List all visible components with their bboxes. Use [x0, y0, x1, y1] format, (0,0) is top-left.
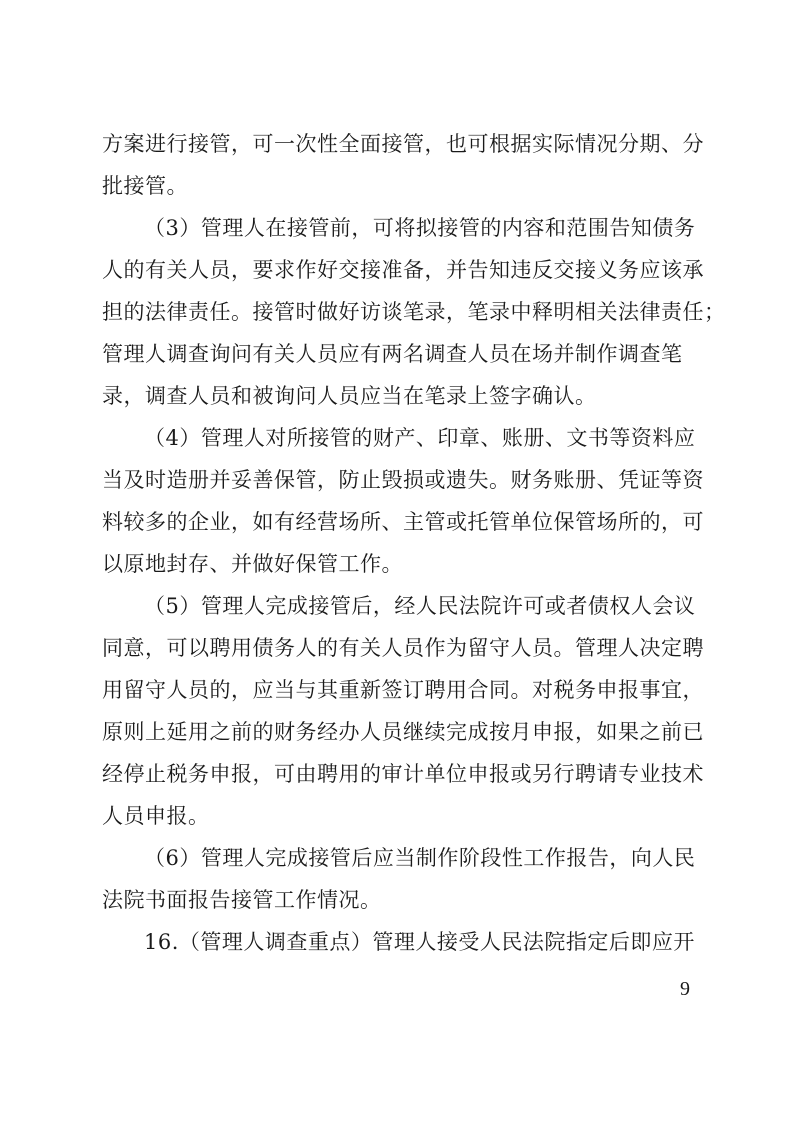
- text-line: 人的有关人员，要求作好交接准备，并告知违反交接义务应该承: [102, 258, 704, 282]
- text-line: 人员申报。: [102, 804, 210, 828]
- text-line: 以原地封存、并做好保管工作。: [102, 552, 403, 576]
- text-line: 法院书面报告接管工作情况。: [102, 888, 382, 912]
- text-line: 用留守人员的，应当与其重新签订聘用合同。对税务申报事宜，: [102, 678, 704, 702]
- paragraph-3-start: （3）管理人在接管前，可将拟接管的内容和范围告知债务: [144, 216, 696, 240]
- text-line: 担的法律责任。接管时做好访谈笔录，笔录中释明相关法律责任；: [102, 300, 726, 324]
- text-line: 管理人调查询问有关人员应有两名调查人员在场并制作调查笔: [102, 342, 683, 366]
- text-line: 经停止税务申报，可由聘用的审计单位申报或另行聘请专业技术: [102, 762, 704, 786]
- text-line: 批接管。: [102, 174, 188, 198]
- page-number: 9: [680, 978, 690, 1000]
- text-line: 原则上延用之前的财务经办人员继续完成按月申报，如果之前已: [102, 720, 704, 744]
- text-line: 当及时造册并妥善保管，防止毁损或遗失。财务账册、凭证等资: [102, 468, 704, 492]
- paragraph-6-start: （6）管理人完成接管后应当制作阶段性工作报告，向人民: [144, 846, 696, 870]
- text-line: 同意，可以聘用债务人的有关人员作为留守人员。管理人决定聘: [102, 636, 704, 660]
- text-line: 方案进行接管，可一次性全面接管，也可根据实际情况分期、分: [102, 132, 704, 156]
- paragraph-5-start: （5）管理人完成接管后，经人民法院许可或者债权人会议: [144, 594, 696, 618]
- text-line: 料较多的企业，如有经营场所、主管或托管单位保管场所的，可: [102, 510, 704, 534]
- text-line: 录，调查人员和被询问人员应当在笔录上签字确认。: [102, 384, 597, 408]
- paragraph-4-start: （4）管理人对所接管的财产、印章、账册、文书等资料应: [144, 426, 696, 450]
- article-16-start: 16.（管理人调查重点）管理人接受人民法院指定后即应开: [144, 930, 695, 954]
